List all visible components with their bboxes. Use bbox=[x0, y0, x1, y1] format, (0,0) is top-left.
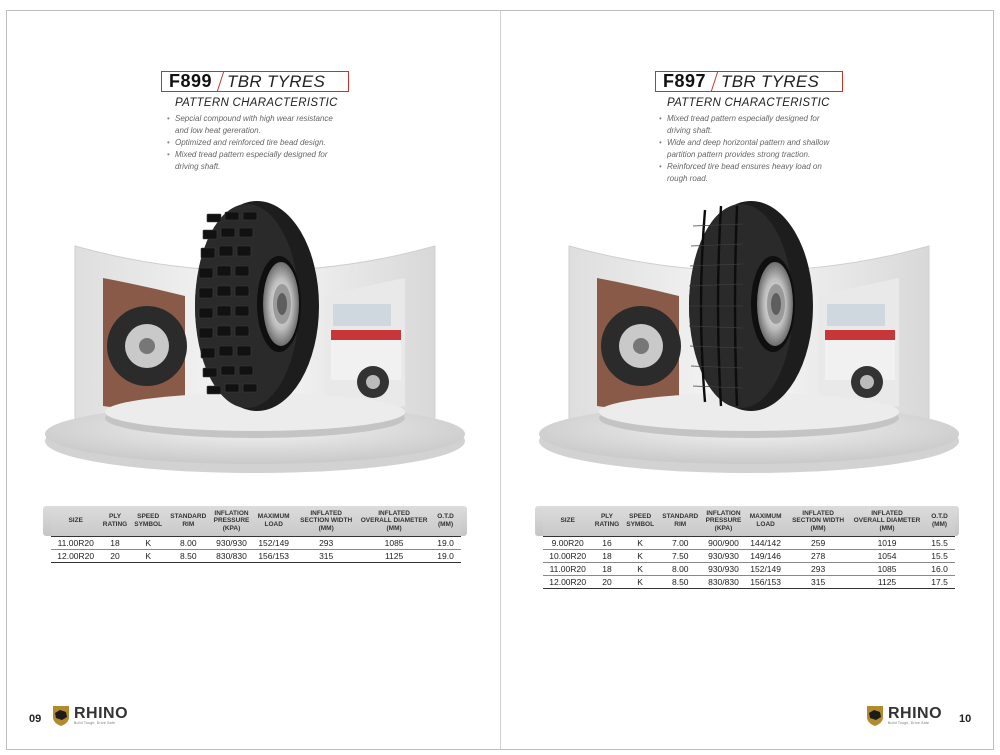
table-cell: 900/900 bbox=[702, 536, 745, 549]
table-cell: 1125 bbox=[850, 575, 924, 588]
table-cell: 1085 bbox=[358, 536, 430, 549]
col-load: MAXIMUM LOAD bbox=[745, 506, 786, 536]
spec-table-f897 bbox=[543, 506, 955, 589]
feature-item: • Wide and deep horizontal pattern and shallow partition pattern provides strong traction. bbox=[659, 137, 869, 161]
table-row bbox=[543, 536, 955, 549]
table-cell: 930/930 bbox=[702, 549, 745, 562]
brand-name: RHINO bbox=[74, 705, 129, 722]
tire-display-scene bbox=[529, 186, 969, 486]
table-cell: 930/930 bbox=[702, 562, 745, 575]
table-cell: 830/830 bbox=[702, 575, 745, 588]
table-cell: K bbox=[130, 536, 167, 549]
brand-tagline: Build Tough, Drive Safe bbox=[888, 721, 930, 725]
table-cell: 11.00R20 bbox=[543, 562, 592, 575]
table-cell: 8.50 bbox=[659, 575, 702, 588]
rhino-shield-icon bbox=[865, 705, 885, 727]
table-cell: 10.00R20 bbox=[543, 549, 592, 562]
col-ply: PLY RATING bbox=[100, 506, 129, 536]
table-cell: 18 bbox=[592, 549, 621, 562]
table-cell: 830/830 bbox=[210, 549, 253, 562]
table-cell: 930/930 bbox=[210, 536, 253, 549]
product-title-f897 bbox=[655, 71, 843, 92]
table-cell: 16.0 bbox=[924, 562, 955, 575]
table-cell: 1019 bbox=[850, 536, 924, 549]
table-cell: 278 bbox=[786, 549, 850, 562]
table-cell: K bbox=[622, 536, 659, 549]
brand-tagline: Build Tough, Drive Safe bbox=[74, 721, 116, 725]
table-row bbox=[543, 549, 955, 562]
table-cell: 8.50 bbox=[167, 549, 210, 562]
table-cell: 315 bbox=[786, 575, 850, 588]
table-row bbox=[51, 549, 461, 562]
table-row bbox=[51, 536, 461, 549]
col-otd: O.T.D (MM) bbox=[924, 506, 955, 536]
tire-display-scene bbox=[35, 186, 475, 486]
table-cell: K bbox=[130, 549, 167, 562]
table-cell: 11.00R20 bbox=[51, 536, 100, 549]
table-cell: 7.00 bbox=[659, 536, 702, 549]
col-section: INFLATED SECTION WIDTH (MM) bbox=[294, 506, 358, 536]
col-pressure: INFLATION PRESSURE (KPA) bbox=[210, 506, 253, 536]
col-speed: SPEED SYMBOL bbox=[130, 506, 167, 536]
table-cell: 19.0 bbox=[430, 536, 461, 549]
col-pressure: INFLATION PRESSURE (KPA) bbox=[702, 506, 745, 536]
col-section: INFLATED SECTION WIDTH (MM) bbox=[786, 506, 850, 536]
page-left bbox=[6, 10, 500, 750]
feature-list bbox=[659, 113, 869, 185]
table-cell: 17.5 bbox=[924, 575, 955, 588]
table-cell: K bbox=[622, 575, 659, 588]
feature-item: • Mixed tread pattern especially designed for driving shaft. bbox=[659, 113, 869, 137]
feature-list bbox=[167, 113, 367, 173]
table-cell: 149/146 bbox=[745, 549, 786, 562]
brand-name: RHINO bbox=[888, 705, 943, 722]
page-number: 10 bbox=[959, 713, 972, 725]
table-cell: 9.00R20 bbox=[543, 536, 592, 549]
table-row bbox=[543, 575, 955, 588]
col-size: SIZE bbox=[51, 506, 100, 536]
col-otd: O.T.D (MM) bbox=[430, 506, 461, 536]
table-cell: 1054 bbox=[850, 549, 924, 562]
table-cell: 152/149 bbox=[745, 562, 786, 575]
feature-item: • Mixed tread pattern especially designed for driving shaft. bbox=[167, 149, 367, 173]
rhino-logo bbox=[51, 705, 128, 727]
model-name: F897 bbox=[663, 71, 707, 91]
table-cell: 315 bbox=[294, 549, 358, 562]
table-cell: 12.00R20 bbox=[543, 575, 592, 588]
table-cell: K bbox=[622, 549, 659, 562]
table-header-row bbox=[543, 506, 955, 536]
table-cell: 20 bbox=[592, 575, 621, 588]
pattern-heading: PATTERN CHARACTERISTIC bbox=[667, 97, 830, 109]
rhino-logo bbox=[865, 705, 942, 727]
table-cell: 144/142 bbox=[745, 536, 786, 549]
tire-f897 bbox=[689, 201, 813, 411]
table-cell: 293 bbox=[294, 536, 358, 549]
table-row bbox=[543, 562, 955, 575]
col-size: SIZE bbox=[543, 506, 592, 536]
table-cell: 156/153 bbox=[745, 575, 786, 588]
col-load: MAXIMUM LOAD bbox=[253, 506, 294, 536]
feature-item: • Reinforced tire bead ensures heavy load on rough road. bbox=[659, 161, 869, 185]
table-cell: 15.5 bbox=[924, 536, 955, 549]
product-type: TBR TYRES bbox=[721, 72, 820, 91]
col-rim: STANDARD RIM bbox=[659, 506, 702, 536]
pattern-heading: PATTERN CHARACTERISTIC bbox=[175, 97, 338, 109]
table-cell: 8.00 bbox=[167, 536, 210, 549]
page-right bbox=[500, 10, 994, 750]
feature-item: • Sepcial compound with high wear resistance and low heat gereration. bbox=[167, 113, 367, 137]
table-cell: 15.5 bbox=[924, 549, 955, 562]
table-cell: 1085 bbox=[850, 562, 924, 575]
model-name: F899 bbox=[169, 71, 213, 91]
table-cell: 18 bbox=[100, 536, 129, 549]
col-diameter: INFLATED OVERALL DIAMETER (MM) bbox=[358, 506, 430, 536]
rhino-shield-icon bbox=[51, 705, 71, 727]
table-cell: 293 bbox=[786, 562, 850, 575]
table-cell: 7.50 bbox=[659, 549, 702, 562]
table-cell: K bbox=[622, 562, 659, 575]
table-cell: 18 bbox=[592, 562, 621, 575]
table-cell: 1125 bbox=[358, 549, 430, 562]
table-cell: 19.0 bbox=[430, 549, 461, 562]
table-cell: 259 bbox=[786, 536, 850, 549]
table-header-row bbox=[51, 506, 461, 536]
table-cell: 8.00 bbox=[659, 562, 702, 575]
table-cell: 20 bbox=[100, 549, 129, 562]
col-speed: SPEED SYMBOL bbox=[622, 506, 659, 536]
spec-table-f899 bbox=[51, 506, 461, 563]
col-diameter: INFLATED OVERALL DIAMETER (MM) bbox=[850, 506, 924, 536]
table-cell: 152/149 bbox=[253, 536, 294, 549]
feature-item: • Optimized and reinforced tire bead design. bbox=[167, 137, 367, 149]
col-ply: PLY RATING bbox=[592, 506, 621, 536]
product-title-f899 bbox=[161, 71, 349, 92]
col-rim: STANDARD RIM bbox=[167, 506, 210, 536]
tire-f899 bbox=[195, 201, 319, 411]
page-number: 09 bbox=[29, 713, 42, 725]
table-cell: 12.00R20 bbox=[51, 549, 100, 562]
product-type: TBR TYRES bbox=[227, 72, 326, 91]
table-cell: 16 bbox=[592, 536, 621, 549]
table-cell: 156/153 bbox=[253, 549, 294, 562]
